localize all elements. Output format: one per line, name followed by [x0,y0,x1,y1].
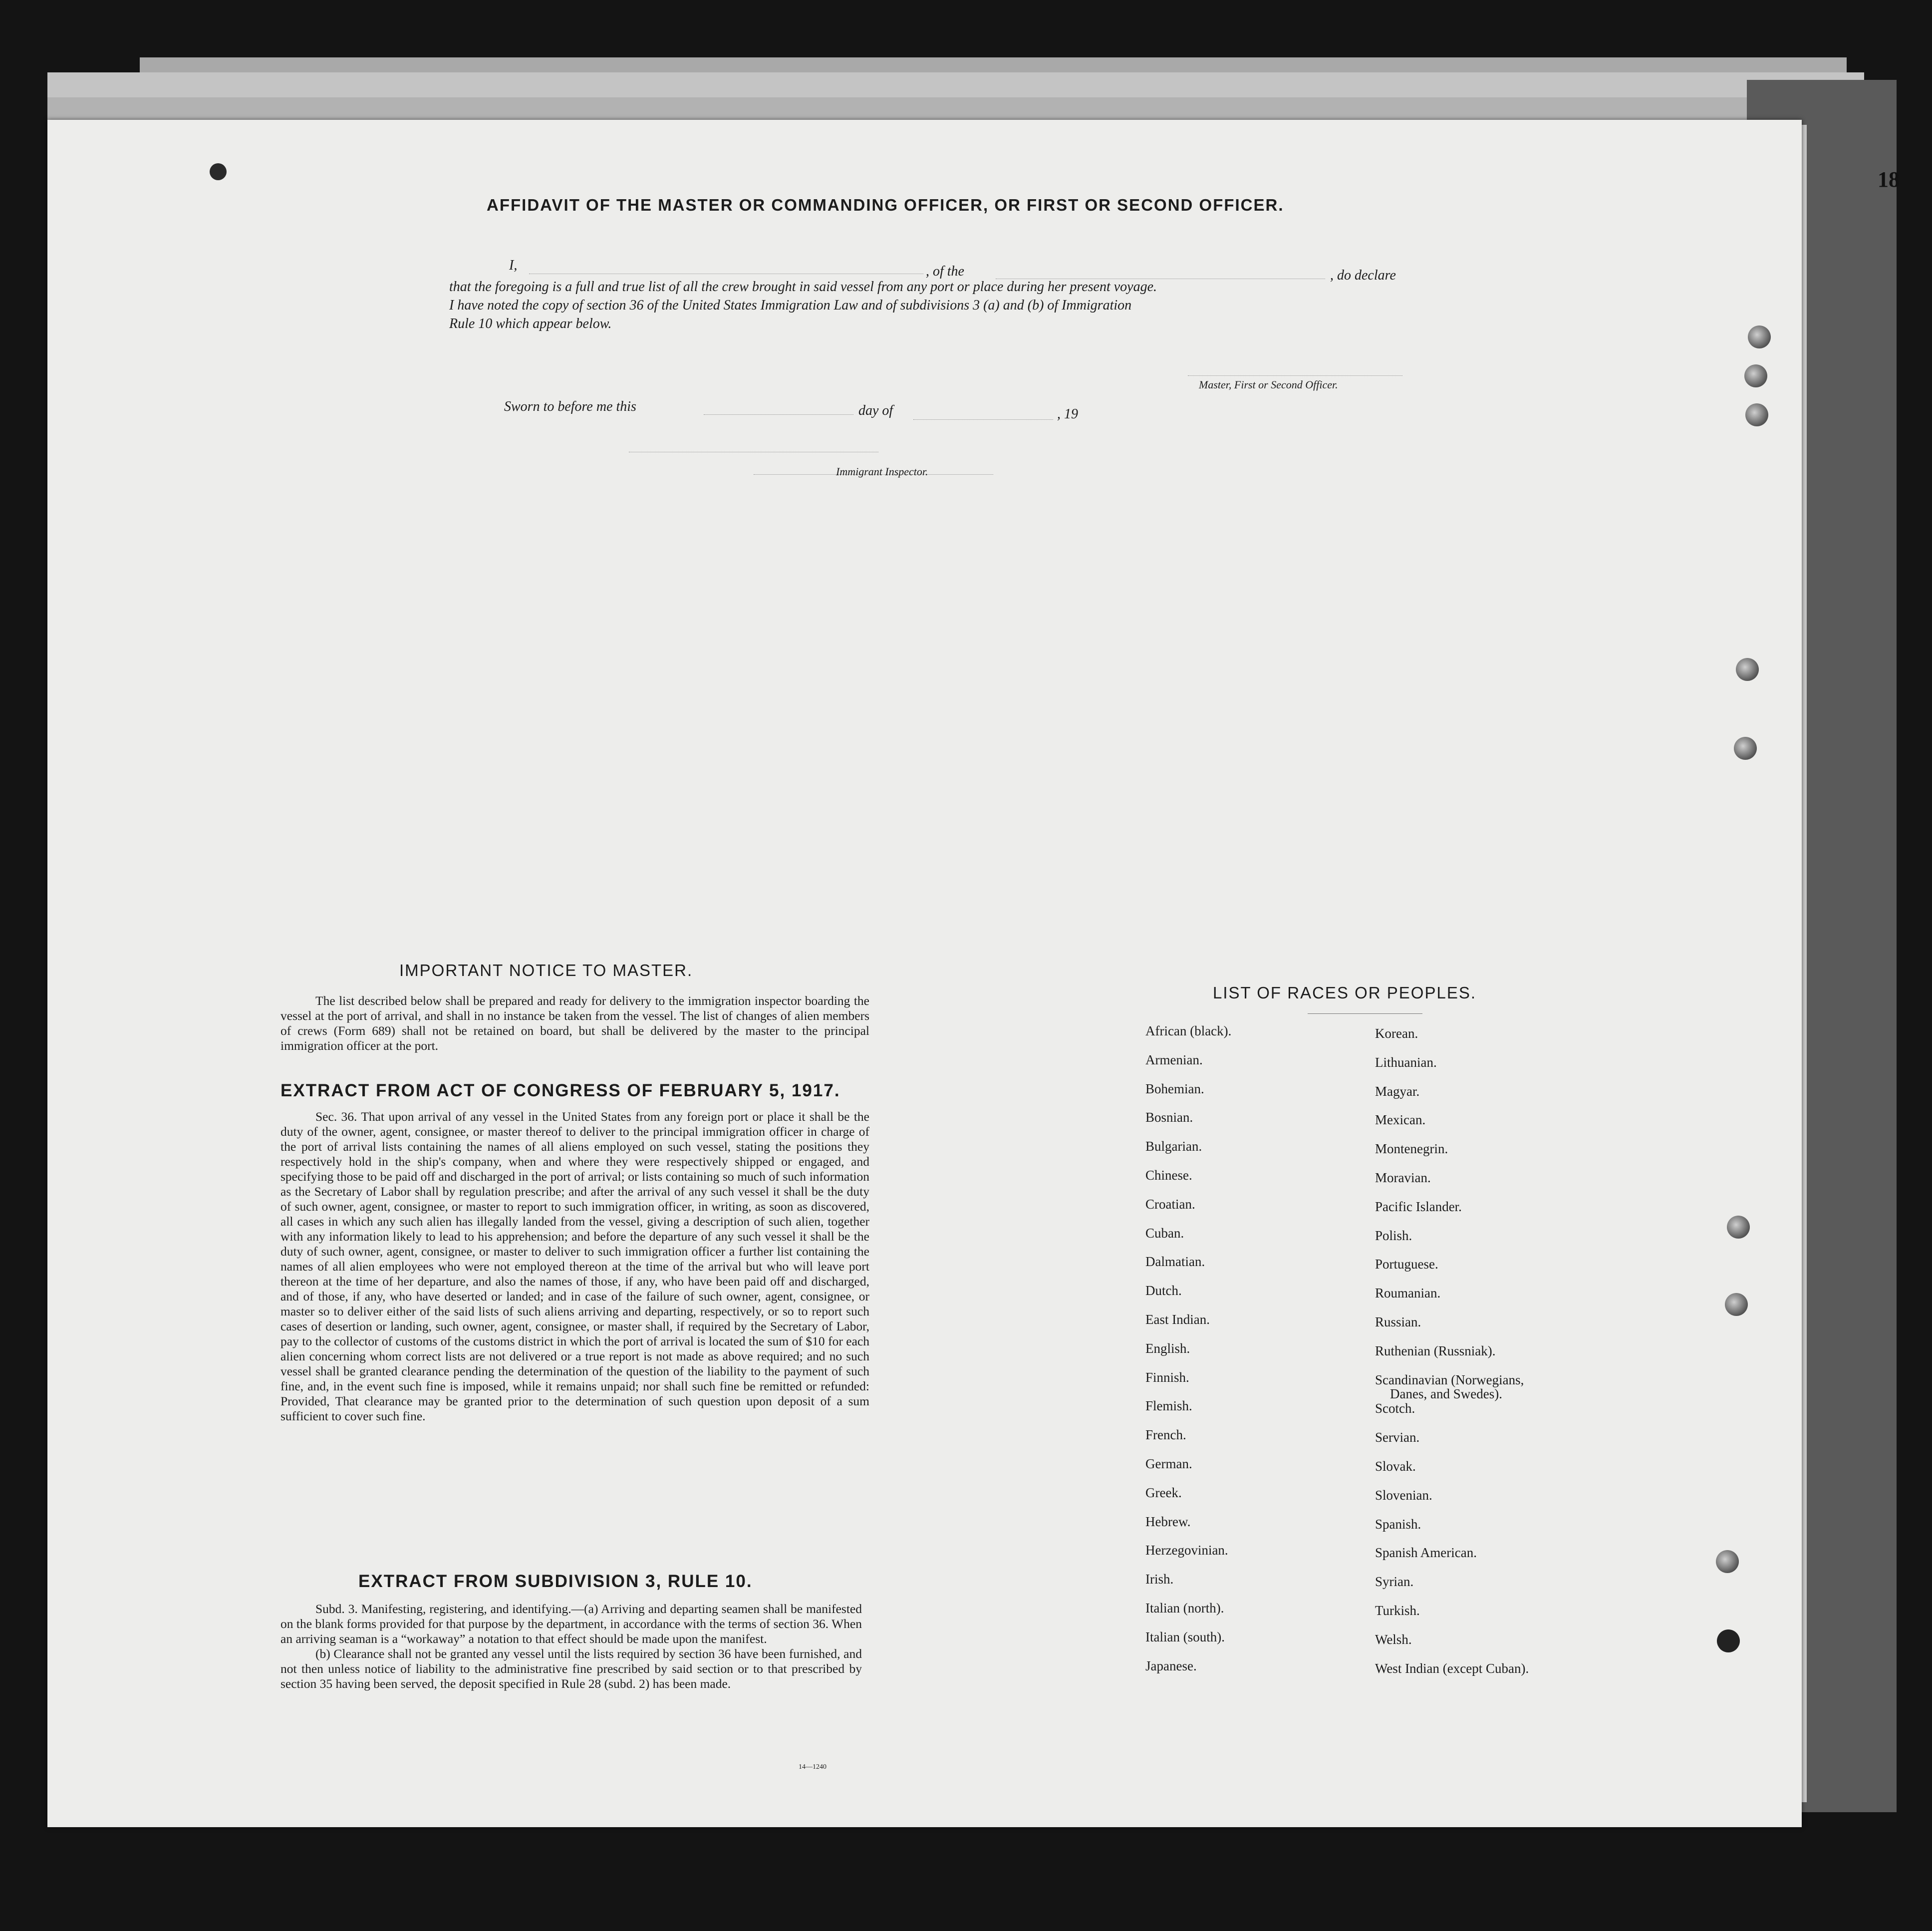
race-item: African (black). [1145,1023,1232,1038]
race-item: Turkish. [1375,1603,1420,1618]
binder-hole [1736,658,1759,681]
race-item: Spanish American. [1375,1545,1477,1561]
race-item: Chinese. [1145,1168,1192,1183]
binder-hole [1716,1550,1739,1573]
race-item: Moravian. [1375,1170,1431,1185]
race-item: Mexican. [1375,1112,1426,1128]
race-item: Finnish. [1145,1369,1189,1385]
binder-hole [1745,403,1768,426]
binder-hole [1717,1629,1740,1652]
race-item: Servian. [1375,1430,1420,1445]
race-item: Scandinavian (Norwegians, [1375,1372,1524,1387]
binder-hole [1748,325,1771,348]
race-item: French. [1145,1427,1186,1443]
race-item: Croatian. [1145,1196,1195,1212]
rule-body-a: Subd. 3. Manifesting, registering, and identifying.—(a) Arriving and departing seamen shall be manifested on the blank forms provided for that purpose by the department, in accordance with the terms of section 36. When an arriving seaman is a “workaway” a notation to that effect should be made upon the manifest. [280,1602,862,1646]
day-blank [704,414,853,415]
affidavit-do-declare: , do declare [1330,268,1396,283]
race-item: Korean. [1375,1026,1418,1041]
race-item: Japanese. [1145,1658,1197,1673]
month-blank [913,419,1053,420]
race-item: Montenegrin. [1375,1141,1448,1157]
master-label: Master, First or Second Officer. [1199,378,1338,391]
affidavit-title: AFFIDAVIT OF THE MASTER OR COMMANDING OFFICER, OR FIRST OR SECOND OFFICER. [487,196,1284,214]
race-item: Pacific Islander. [1375,1199,1462,1214]
act-block [280,1109,869,1424]
races-column-2 [1370,1026,1640,1690]
race-item: Polish. [1375,1228,1412,1243]
affidavit-i: I, [509,258,518,273]
affidavit-line2: I have noted the copy of section 36 of the United States Immigration Law and of subdivisions 3 (a) and (b) of Immigration [449,298,1132,313]
binder-hole [210,163,227,180]
rule-body-b: (b) Clearance shall not be granted any vessel until the lists required by section 36 have been furnished, and not then unless notice of liability to the administrative fine prescribed by said section or to that prescribed by section 35 having been served, the deposit specified in Rule 28 (subd. 2) has been made. [280,1646,862,1691]
race-item: German. [1145,1456,1192,1471]
race-item: Scotch. [1375,1401,1415,1416]
race-item: Flemish. [1145,1398,1192,1414]
signature-line [1188,375,1402,376]
rule-block [280,1602,862,1691]
affidavit-line1: that the foregoing is a full and true list of all the crew brought in said vessel from any port or place during her present voyage. [449,279,1157,295]
notice-block [280,993,869,1053]
race-item: Italian (north). [1145,1601,1224,1615]
race-item: Russian. [1375,1314,1421,1329]
inspector-label: Immigrant Inspector. [836,465,928,478]
race-item: Herzegovinian. [1145,1543,1228,1558]
race-item: Dalmatian. [1145,1254,1205,1270]
race-item: Lithuanian. [1375,1054,1437,1070]
sheet-number: 18 [1878,167,1900,192]
notice-title: IMPORTANT NOTICE TO MASTER. [399,961,693,979]
rule-title: EXTRACT FROM SUBDIVISION 3, RULE 10. [358,1572,753,1591]
notice-body: The list described below shall be prepared and ready for delivery to the immigration inspector boarding the vessel at the port of arrival, and shall in no instance be taken from the vessel. The list of changes of alien members of crews (Form 689) shall not be retained on board, but shall be delivered by the master to the principal immigration officer at the port. [280,993,869,1053]
binder-hole [1734,737,1757,760]
day-of-text: day of [858,403,893,418]
race-item: Slovak. [1375,1459,1416,1474]
binder-hole [1725,1293,1748,1316]
race-item: Bohemian. [1145,1081,1204,1096]
race-item: Bosnian. [1145,1110,1193,1125]
sworn-text: Sworn to before me this [504,399,636,414]
race-item: Dutch. [1145,1283,1182,1298]
race-item: Welsh. [1375,1631,1412,1647]
race-item: Italian (south). [1145,1629,1225,1644]
act-body: Sec. 36. That upon arrival of any vessel in the United States from any foreign port or place it shall be the duty of the owner, agent, consignee, or master thereof to deliver to the principal immigration officer in charge of the port of arrival lists containing the names of all aliens employed on such vessel, stating the positions they respectively hold in the ship's company, when and where they were respectively shipped or engaged, and specifying those to be paid off and discharged in the port of arrival; or lists containing so much of such information as the Secretary of Labor shall by regulation prescribe; and after the arrival of any such vessel it shall be the duty of such owner, agent, consignee, or master to report to such immigration officer, in writing, as soon as discovered, all cases in which any such alien has illegally landed from the vessel, giving a description of such alien, together with any information likely to lead to his apprehension; and before the departure of any such vessel it shall be the duty of such owner, agent, consignee, or master to deliver to such immigration officer a further list containing the names of all alien employees who were not employed thereon at the time of the arrival but who will leave port thereon at the time of her departure, and also the names of those, if any, who have been paid off and discharged, and of those, if any, who have deserted or landed; and in case of the failure of such owner, agent, consignee, or master so to deliver either of the said lists of such aliens arriving and departing, respectively, or so to report such cases of desertion or landing, such owner, agent, consignee, or master shall, if required by the Secretary of Labor, pay to the collector of customs of the customs district in which the port of arrival is located the sum of $10 for each alien concerning whom correct lists are not delivered or a true report is not made as above required; and no such vessel shall be granted clearance pending the determination of the question of the liability to the payment of such fine, and, in the event such fine is imposed, while it remains unpaid; nor shall such fine be remitted or refunded: Provided, That clearance may be granted prior to the determination of such question upon deposit of a sum sufficient to cover such fine. [280,1109,869,1423]
race-item: East Indian. [1145,1312,1210,1327]
races-title: LIST OF RACES OR PEOPLES. [1213,983,1477,1002]
race-item: Bulgarian. [1145,1139,1202,1154]
affidavit-line3: Rule 10 which appear below. [449,316,612,331]
race-item: Roumanian. [1375,1286,1441,1301]
race-item: English. [1145,1340,1190,1356]
binder-hole [1727,1216,1750,1239]
race-item: Hebrew. [1145,1514,1191,1529]
race-item: Slovenian. [1375,1487,1432,1503]
affidavit-of-the: , of the [926,264,964,279]
act-title: EXTRACT FROM ACT OF CONGRESS OF FEBRUARY 5, 1917. [280,1081,840,1100]
race-item: Portuguese. [1375,1257,1438,1272]
form-number: 14—1240 [799,1763,827,1771]
races-column-1 [1145,1023,1368,1687]
race-item: Spanish. [1375,1516,1421,1532]
race-item: West Indian (except Cuban). [1375,1660,1529,1676]
race-item: Irish. [1145,1572,1174,1587]
binder-hole [1744,364,1767,387]
race-item: Syrian. [1375,1574,1414,1590]
race-item: Magyar. [1375,1083,1420,1099]
year-text: , 19 [1057,406,1078,422]
race-item: Greek. [1145,1485,1182,1500]
races-rule [1308,1013,1422,1014]
race-item: Ruthenian (Russniak). [1375,1343,1496,1358]
race-item: Armenian. [1145,1052,1203,1067]
race-item: Danes, and Swedes). [1390,1386,1502,1401]
race-item: Cuban. [1145,1225,1184,1241]
